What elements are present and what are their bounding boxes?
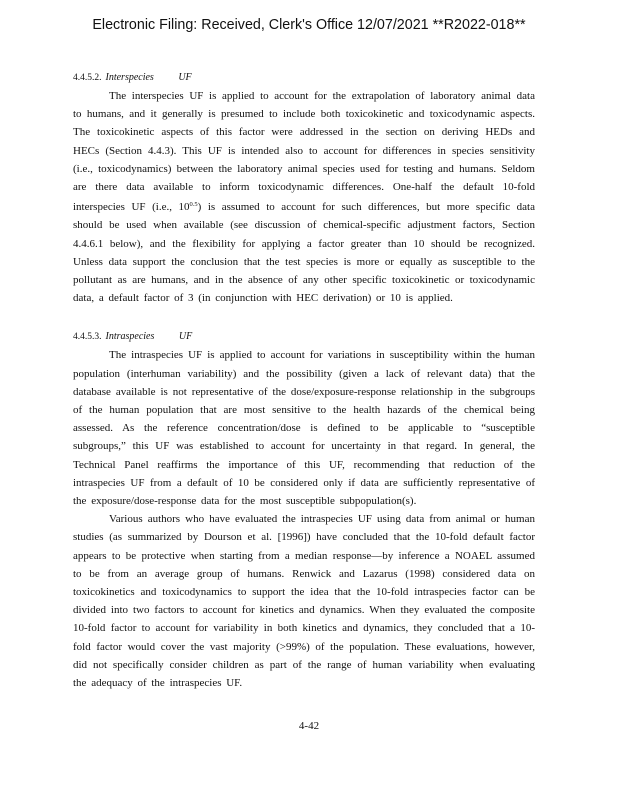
section-title-uf: UF <box>178 72 192 83</box>
page-number: 4-42 <box>298 720 320 732</box>
paragraph-text-cont: ) is assumed to account for such differences, but more specific data should be used when available (see discussion of chemical-specific adjustment factors, Section 4.4.6.1 below), and the flexibility for applying a factor greater than 10 should be recognized. Unless data support the conclusion that the test species is more or equally as susceptible to the pollutant as are humans, and in the absence of any other specific toxicokinetic or toxicodynamic data, a default factor of 3 (in conjunction with HEC derivation) or 10 is applied. <box>73 201 535 305</box>
section-heading-interspecies <box>73 70 535 86</box>
section-title-uf: UF <box>178 331 193 343</box>
section-number: 4.4.5.3. <box>73 332 102 343</box>
paragraph-text: The interspecies UF is applied to account for the extrapolation of laboratory animal data to humans, and it generally is presumed to include both toxicokinetic and toxicodynamic aspects. The toxicokinetic aspects of this factor were addressed in the section on deriving HEDs and HECs (Section 4.4.3). This UF is intended also to account for differences in species sensitivity (i.e., toxicodynamics) between the laboratory animal species used for testing and humans. Seldom are there data available to inform toxicodynamic differences. One-half the default 10-fold interspecies UF (i.e., 10 <box>73 90 535 214</box>
section-heading-intraspecies <box>73 329 535 345</box>
document-body <box>73 70 535 692</box>
paragraph-intraspecies-2: Various authors who have evaluated the intraspecies UF using data from animal or human studies (as summarized by Dourson et al. [1996]) have concluded that the 10-fold default factor appears to be protective when starting from a median response—by inference a NOAEL assumed to be from an average group of humans. Renwick and Lazarus (1998) considered data on toxicokinetics and toxicodynamics to support the idea that the 10-fold intraspecies factor can be divided into two factors to account for kinetics and dynamics. When they evaluated the composite 10-fold factor to account for variability in both kinetics and dynamics, they concluded that a 10-fold factor would cover the vast majority (>99%) of the population. These evaluations, however, did not specifically consider children as part of the range of human variability when evaluating the adequacy of the intraspecies UF. <box>73 513 535 690</box>
section-number: 4.4.5.2. <box>73 73 102 83</box>
filing-stamp-header: Electronic Filing: Received, Clerk's Office 12/07/2021 **R2022-018** <box>92 17 526 33</box>
section-title: Intraspecies <box>105 331 155 343</box>
section-title: Interspecies <box>105 72 154 83</box>
paragraph-interspecies <box>73 87 535 307</box>
paragraph-intraspecies-1: The intraspecies UF is applied to account for variations in susceptibility within the human population (interhuman variability) and the possibility (given a lack of relevant data) that the database available is not representative of the dose/exposure-response relationship in the subgroups of the human population that are most sensitive to the health hazards of the chemical being assessed. As the reference concentration/dose is defined to be applicable to “susceptible subgroups,” this UF was established to account for uncertainty in that regard. In general, the Technical Panel reaffirms the importance of this UF, recommending that reduction of the intraspecies UF from a default of 10 be considered only if data are sufficiently representative of the exposure/dose-response data for the most susceptible subpopulation(s). <box>73 349 535 508</box>
exponent: 0.5 <box>189 201 198 209</box>
